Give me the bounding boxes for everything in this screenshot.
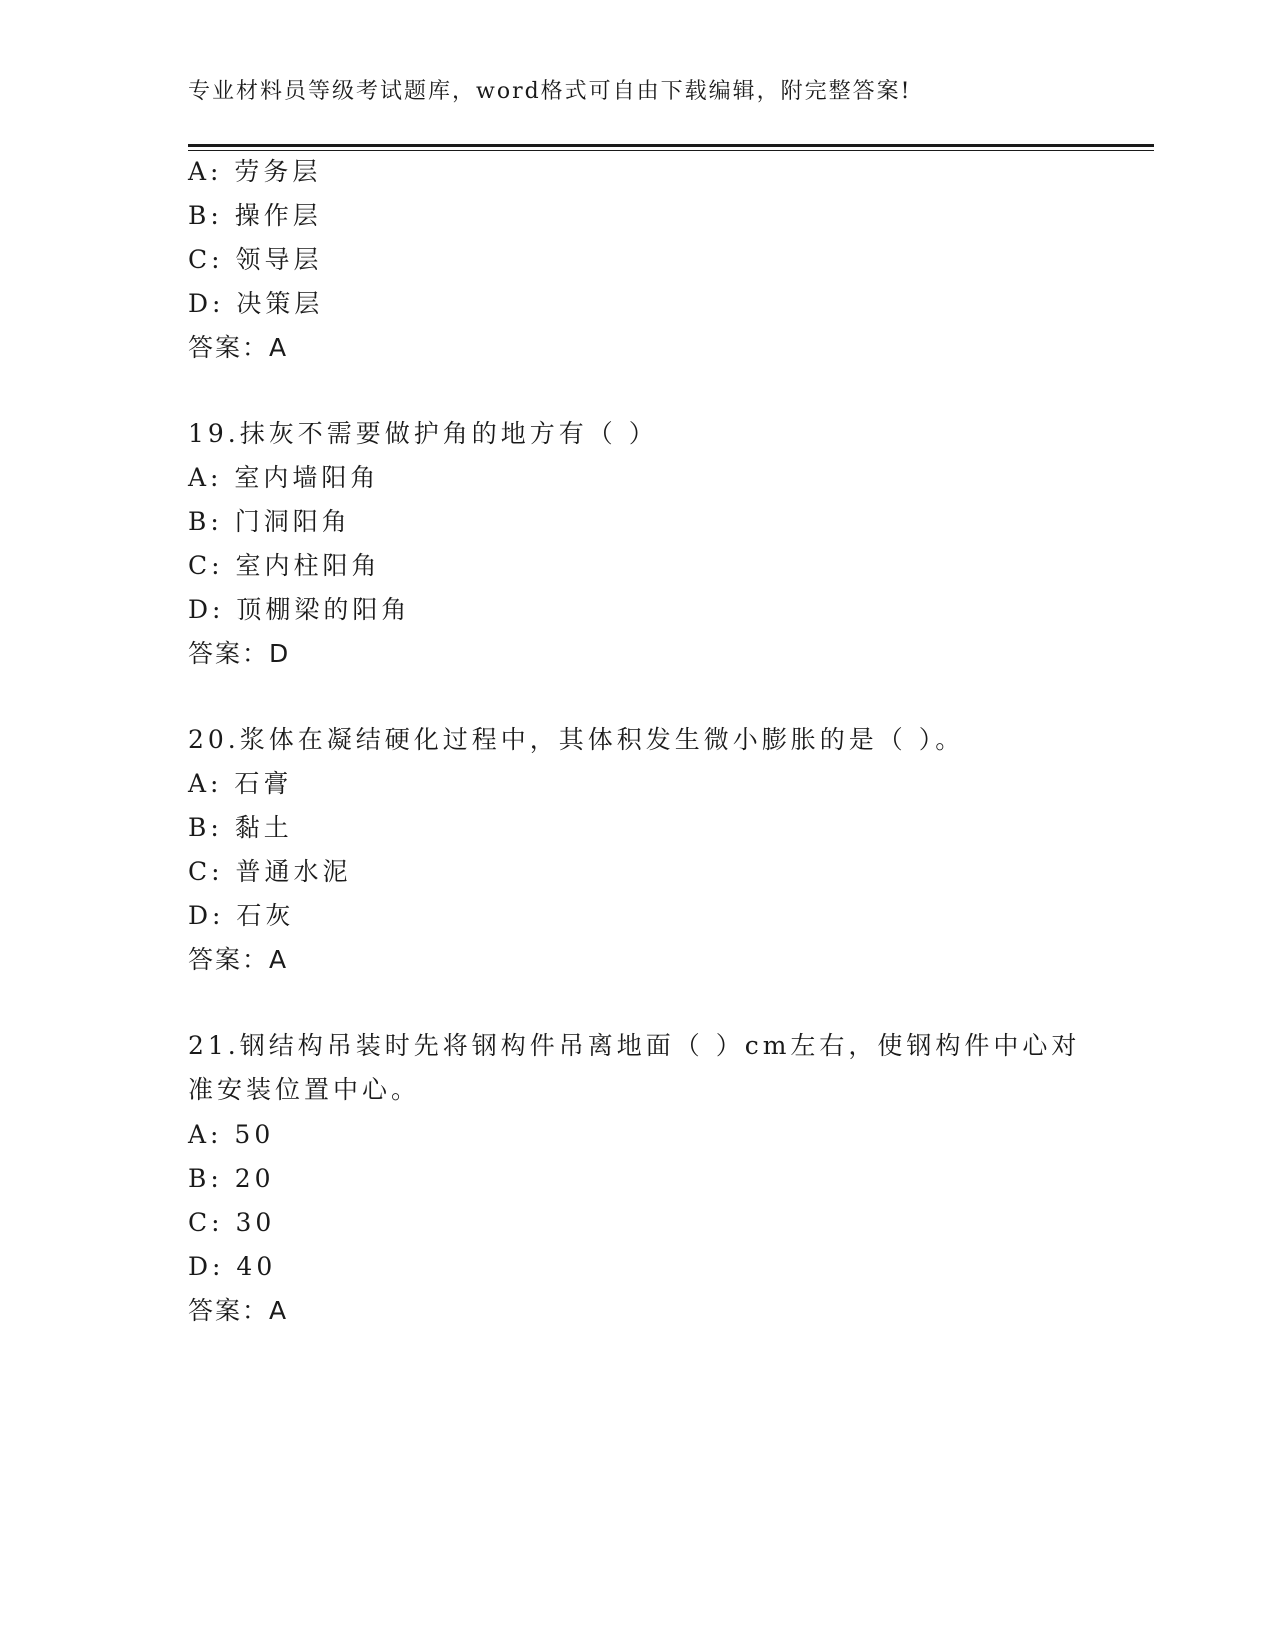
answer: 答案：A [188,1296,289,1325]
question-text-line-1: 21.钢结构吊装时先将钢构件吊离地面（ ）cm左右，使钢构件中心对 [188,1031,1081,1060]
question-text-line-2: 准安装位置中心。 [188,1075,421,1104]
option-a: A: 室内墙阳角 [188,463,380,492]
option-a: A: 石膏 [188,769,293,798]
option-c: C: 30 [188,1208,276,1237]
page-header: 专业材料员等级考试题库，word格式可自由下载编辑，附完整答案! [188,79,912,104]
option-b: B: 门洞阳角 [188,507,351,536]
option-a: A: 50 [188,1120,275,1149]
option-b: B: 20 [188,1164,275,1193]
header-rule-thick [188,144,1154,147]
option-c: C: 领导层 [188,245,323,274]
option-b: B: 黏土 [188,813,293,842]
option-d: D: 40 [188,1252,277,1281]
option-c: C: 普通水泥 [188,857,352,886]
option-b: B: 操作层 [188,201,322,230]
answer: 答案：D [188,639,291,668]
answer: 答案：A [188,945,289,974]
option-d: D: 顶棚梁的阳角 [188,595,411,624]
answer: 答案：A [188,333,289,362]
option-d: D: 决策层 [188,289,324,318]
option-d: D: 石灰 [188,901,295,930]
question-text: 19.抹灰不需要做护角的地方有（ ） [188,419,658,448]
option-c: C: 室内柱阳角 [188,551,381,580]
question-text: 20.浆体在凝结硬化过程中，其体积发生微小膨胀的是（ ）。 [188,725,965,754]
header-rule-thin [188,150,1154,151]
option-a: A: 劳务层 [188,157,322,186]
